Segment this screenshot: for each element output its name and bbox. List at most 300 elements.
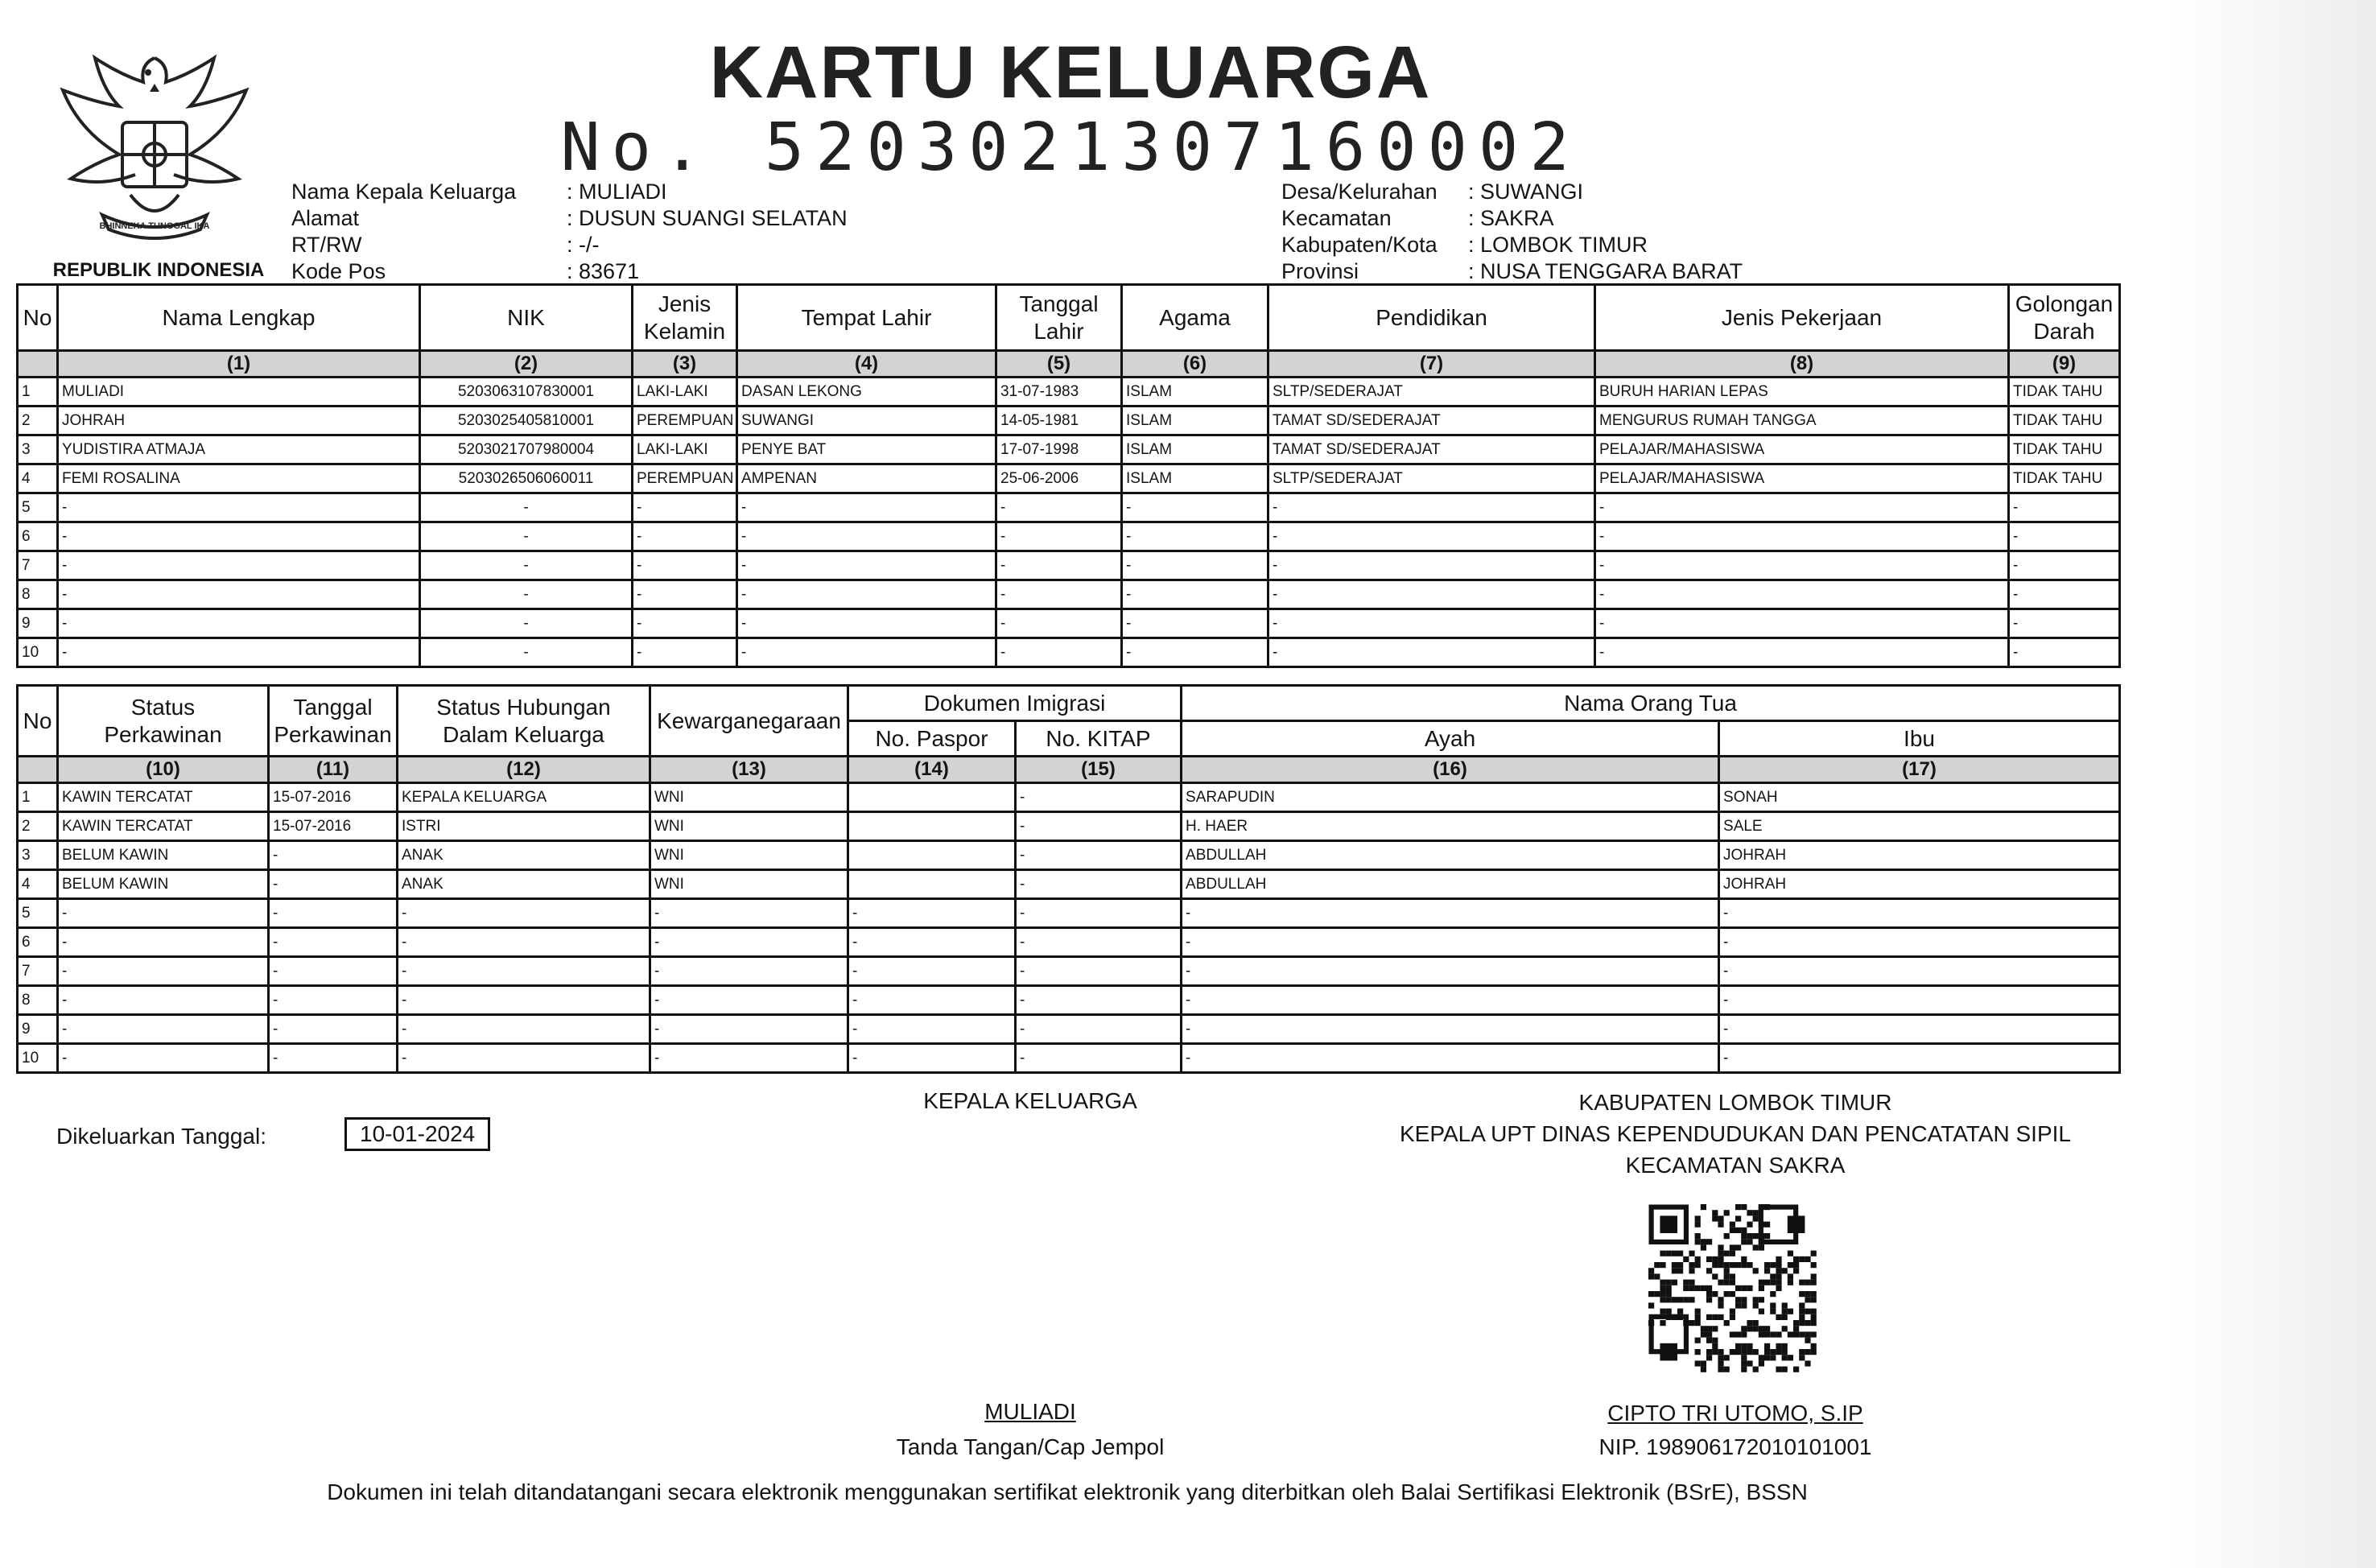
cell-kitap: -	[1016, 783, 1182, 812]
cell-ayah: -	[1182, 899, 1719, 928]
cell-warga: -	[650, 1015, 848, 1044]
cell-kitap: -	[1016, 812, 1182, 841]
cell-status: -	[58, 986, 269, 1015]
cell-pekerjaan: MENGURUS RUMAH TANGGA	[1595, 406, 2009, 435]
header-line: Perkawinan	[274, 721, 392, 747]
cell-nik: 5203025405810001	[420, 406, 633, 435]
cell-pendidikan: -	[1268, 522, 1595, 551]
cell-warga: -	[650, 957, 848, 986]
info-row	[291, 179, 848, 205]
header-line: Jenis	[658, 291, 712, 316]
cell-agama: -	[1122, 580, 1268, 609]
cell-no: 8	[18, 580, 58, 609]
cell-nik: 5203021707980004	[420, 435, 633, 464]
cell-pendidikan: -	[1268, 551, 1595, 580]
cell-no: 1	[18, 783, 58, 812]
col-header-dokumen-imigrasi: Dokumen Imigrasi	[848, 686, 1182, 721]
head-of-family-title: KEPALA KELUARGA	[923, 1088, 1137, 1113]
family-info-right	[1281, 179, 1743, 285]
cell-no: 6	[18, 522, 58, 551]
column-number-cell: (5)	[996, 351, 1122, 378]
cell-nik: -	[420, 580, 633, 609]
cell-jk: -	[633, 493, 737, 522]
cell-pekerjaan: PELAJAR/MAHASISWA	[1595, 435, 2009, 464]
cell-ibu: -	[1719, 899, 2120, 928]
issued-label: Dikeluarkan Tanggal:	[56, 1124, 266, 1149]
cell-tempat: AMPENAN	[737, 464, 996, 493]
cell-tgl: -	[269, 986, 398, 1015]
cell-hub: ISTRI	[398, 812, 650, 841]
column-number-cell	[18, 757, 58, 783]
cell-pekerjaan: BURUH HARIAN LEPAS	[1595, 378, 2009, 406]
cell-paspor	[848, 783, 1016, 812]
column-number-row	[18, 757, 2120, 783]
col-header-tanggal-lahir	[996, 285, 1122, 351]
cell-pendidikan: SLTP/SEDERAJAT	[1268, 378, 1595, 406]
cell-status: -	[58, 1044, 269, 1073]
col-header-ayah: Ayah	[1182, 721, 1719, 757]
cell-tgl: -	[269, 1015, 398, 1044]
info-value: : SUWANGI	[1468, 179, 1584, 204]
cell-jk: -	[633, 551, 737, 580]
cell-no: 4	[18, 870, 58, 899]
marital-parent-table	[16, 684, 2121, 1074]
cell-status: KAWIN TERCATAT	[58, 812, 269, 841]
cell-warga: WNI	[650, 841, 848, 870]
cell-pendidikan: SLTP/SEDERAJAT	[1268, 464, 1595, 493]
table-row	[18, 638, 2120, 667]
official-name: CIPTO TRI UTOMO, S.IP	[1607, 1401, 1863, 1426]
col-header-no: No	[18, 285, 58, 351]
table-row	[18, 928, 2120, 957]
info-label: Kecamatan	[1281, 206, 1392, 230]
info-row	[291, 205, 848, 232]
info-value: : DUSUN SUANGI SELATAN	[567, 206, 848, 230]
official-line-2: KEPALA UPT DINAS KEPENDUDUKAN DAN PENCATATAN SIPIL	[1400, 1121, 2071, 1146]
cell-ibu: -	[1719, 1044, 2120, 1073]
cell-tgl: 15-07-2016	[269, 812, 398, 841]
table-row	[18, 1044, 2120, 1073]
info-row	[1281, 232, 1743, 258]
cell-tempat: SUWANGI	[737, 406, 996, 435]
cell-nik: 5203026506060011	[420, 464, 633, 493]
family-card-number	[0, 109, 2141, 186]
table-row	[18, 493, 2120, 522]
cell-tgl: -	[996, 493, 1122, 522]
table-row	[18, 551, 2120, 580]
info-value: : MULIADI	[567, 179, 667, 204]
column-number-cell: (1)	[58, 351, 420, 378]
cell-nama: -	[58, 580, 420, 609]
cell-tgl: -	[269, 1044, 398, 1073]
cell-hub: ANAK	[398, 870, 650, 899]
cell-nama: -	[58, 609, 420, 638]
cell-warga: WNI	[650, 812, 848, 841]
info-row	[1281, 205, 1743, 232]
cell-ibu: JOHRAH	[1719, 870, 2120, 899]
table-row	[18, 812, 2120, 841]
cell-paspor: -	[848, 928, 1016, 957]
cell-paspor: -	[848, 1044, 1016, 1073]
cell-gol: TIDAK TAHU	[2009, 406, 2120, 435]
cell-warga: -	[650, 986, 848, 1015]
col-header-golongan-darah	[2009, 285, 2120, 351]
col-header-kitap: No. KITAP	[1016, 721, 1182, 757]
cell-tempat: -	[737, 522, 996, 551]
cell-nama: -	[58, 522, 420, 551]
col-header-status-perkawinan	[58, 686, 269, 757]
cell-kitap: -	[1016, 957, 1182, 986]
info-value: : 83671	[567, 259, 640, 283]
cell-nik: -	[420, 493, 633, 522]
cell-jk: -	[633, 580, 737, 609]
cell-hub: -	[398, 1015, 650, 1044]
number-value: 5203021307160002	[764, 109, 1581, 186]
cell-tgl: -	[996, 609, 1122, 638]
cell-jk: -	[633, 609, 737, 638]
cell-jk: LAKI-LAKI	[633, 435, 737, 464]
header-line: Darah	[2033, 318, 2095, 344]
table-row	[18, 1015, 2120, 1044]
cell-agama: ISLAM	[1122, 435, 1268, 464]
paper-edge-shadow	[2167, 0, 2376, 1568]
cell-tgl: -	[996, 522, 1122, 551]
header-line: Tanggal	[1019, 291, 1099, 316]
cell-no: 9	[18, 1015, 58, 1044]
cell-nama: JOHRAH	[58, 406, 420, 435]
cell-kitap: -	[1016, 986, 1182, 1015]
cell-ibu: -	[1719, 986, 2120, 1015]
col-header-nama-orang-tua: Nama Orang Tua	[1182, 686, 2120, 721]
cell-ayah: ABDULLAH	[1182, 870, 1719, 899]
cell-tempat: -	[737, 551, 996, 580]
column-number-row	[18, 351, 2120, 378]
cell-no: 7	[18, 957, 58, 986]
cell-ibu: -	[1719, 928, 2120, 957]
number-label: No.	[560, 109, 714, 186]
cell-status: -	[58, 957, 269, 986]
cell-jk: PEREMPUAN	[633, 406, 737, 435]
cell-nik: 5203063107830001	[420, 378, 633, 406]
info-row	[1281, 179, 1743, 205]
cell-agama: ISLAM	[1122, 464, 1268, 493]
cell-tgl: -	[996, 551, 1122, 580]
family-members-table	[16, 283, 2121, 668]
cell-gol: -	[2009, 609, 2120, 638]
cell-gol: -	[2009, 551, 2120, 580]
cell-no: 5	[18, 493, 58, 522]
cell-nik: -	[420, 609, 633, 638]
info-label: Alamat	[291, 206, 360, 230]
cell-paspor	[848, 841, 1016, 870]
col-header-tanggal-perkawinan	[269, 686, 398, 757]
cell-kitap: -	[1016, 1015, 1182, 1044]
cell-status: KAWIN TERCATAT	[58, 783, 269, 812]
cell-ayah: -	[1182, 986, 1719, 1015]
cell-no: 10	[18, 638, 58, 667]
cell-tgl: 17-07-1998	[996, 435, 1122, 464]
col-header-nik: NIK	[420, 285, 633, 351]
cell-nama: MULIADI	[58, 378, 420, 406]
cell-no: 3	[18, 841, 58, 870]
table-row	[18, 580, 2120, 609]
info-label: Nama Kepala Keluarga	[291, 179, 517, 204]
cell-pekerjaan: -	[1595, 580, 2009, 609]
cell-no: 7	[18, 551, 58, 580]
cell-no: 5	[18, 899, 58, 928]
header-line: Dalam Keluarga	[443, 721, 604, 747]
cell-gol: -	[2009, 493, 2120, 522]
column-number-cell: (4)	[737, 351, 996, 378]
cell-pendidikan: -	[1268, 493, 1595, 522]
cell-ayah: -	[1182, 1015, 1719, 1044]
cell-agama: ISLAM	[1122, 406, 1268, 435]
cell-tgl: -	[269, 870, 398, 899]
cell-status: BELUM KAWIN	[58, 870, 269, 899]
col-header-paspor: No. Paspor	[848, 721, 1016, 757]
column-number-cell: (17)	[1719, 757, 2120, 783]
cell-pekerjaan: PELAJAR/MAHASISWA	[1595, 464, 2009, 493]
cell-ibu: -	[1719, 957, 2120, 986]
info-value: : LOMBOK TIMUR	[1468, 233, 1648, 257]
family-info-left	[291, 179, 848, 285]
cell-pekerjaan: -	[1595, 638, 2009, 667]
cell-tgl: 14-05-1981	[996, 406, 1122, 435]
table-header-row	[18, 285, 2120, 351]
info-value: : SAKRA	[1468, 206, 1554, 230]
cell-nama: -	[58, 638, 420, 667]
cell-status: -	[58, 1015, 269, 1044]
cell-ayah: -	[1182, 928, 1719, 957]
cell-hub: KEPALA KELUARGA	[398, 783, 650, 812]
table-row	[18, 986, 2120, 1015]
table-row	[18, 957, 2120, 986]
header-line: Kelamin	[643, 318, 726, 344]
head-of-family-name: MULIADI	[984, 1399, 1076, 1424]
column-number-cell: (11)	[269, 757, 398, 783]
cell-gol: TIDAK TAHU	[2009, 464, 2120, 493]
cell-gol: -	[2009, 522, 2120, 551]
cell-ibu: SALE	[1719, 812, 2120, 841]
cell-nama: YUDISTIRA ATMAJA	[58, 435, 420, 464]
info-row	[291, 258, 848, 285]
header-line: Tanggal	[293, 694, 373, 720]
cell-jk: PEREMPUAN	[633, 464, 737, 493]
cell-warga: WNI	[650, 783, 848, 812]
table-row	[18, 870, 2120, 899]
col-header-tempat-lahir: Tempat Lahir	[737, 285, 996, 351]
republic-label: REPUBLIK INDONESIA	[52, 259, 265, 281]
cell-no: 6	[18, 928, 58, 957]
cell-paspor: -	[848, 986, 1016, 1015]
cell-paspor	[848, 870, 1016, 899]
column-number-cell: (12)	[398, 757, 650, 783]
cell-nama: -	[58, 551, 420, 580]
cell-agama: -	[1122, 638, 1268, 667]
cell-tempat: -	[737, 638, 996, 667]
cell-tgl: -	[996, 638, 1122, 667]
cell-nama: -	[58, 493, 420, 522]
cell-ayah: SARAPUDIN	[1182, 783, 1719, 812]
col-header-pendidikan: Pendidikan	[1268, 285, 1595, 351]
cell-ibu: JOHRAH	[1719, 841, 2120, 870]
cell-ibu: -	[1719, 1015, 2120, 1044]
cell-nik: -	[420, 522, 633, 551]
column-number-cell: (6)	[1122, 351, 1268, 378]
col-header-status-hubungan	[398, 686, 650, 757]
col-header-agama: Agama	[1122, 285, 1268, 351]
cell-tgl: -	[269, 957, 398, 986]
cell-jk: -	[633, 638, 737, 667]
cell-gol: TIDAK TAHU	[2009, 378, 2120, 406]
cell-nik: -	[420, 638, 633, 667]
column-number-cell: (14)	[848, 757, 1016, 783]
cell-hub: ANAK	[398, 841, 650, 870]
cell-no: 10	[18, 1044, 58, 1073]
official-line-3: KECAMATAN SAKRA	[1625, 1153, 1846, 1178]
cell-pendidikan: TAMAT SD/SEDERAJAT	[1268, 435, 1595, 464]
official-line-1: KABUPATEN LOMBOK TIMUR	[1578, 1090, 1892, 1115]
cell-kitap: -	[1016, 870, 1182, 899]
table-row	[18, 378, 2120, 406]
cell-nik: -	[420, 551, 633, 580]
cell-status: -	[58, 899, 269, 928]
column-number-cell: (15)	[1016, 757, 1182, 783]
cell-no: 2	[18, 406, 58, 435]
cell-agama: ISLAM	[1122, 378, 1268, 406]
column-number-cell	[18, 351, 58, 378]
cell-tgl: -	[269, 841, 398, 870]
cell-jk: -	[633, 522, 737, 551]
cell-kitap: -	[1016, 1044, 1182, 1073]
col-header-no: No	[18, 686, 58, 757]
info-label: Provinsi	[1281, 259, 1359, 283]
info-label: Kode Pos	[291, 259, 386, 283]
cell-status: -	[58, 928, 269, 957]
col-header-ibu: Ibu	[1719, 721, 2120, 757]
cell-hub: -	[398, 928, 650, 957]
cell-warga: -	[650, 1044, 848, 1073]
table-row	[18, 522, 2120, 551]
col-header-pekerjaan: Jenis Pekerjaan	[1595, 285, 2009, 351]
column-number-cell: (16)	[1182, 757, 1719, 783]
col-header-nama: Nama Lengkap	[58, 285, 420, 351]
header-line: Golongan	[2015, 291, 2114, 316]
cell-ayah: ABDULLAH	[1182, 841, 1719, 870]
column-number-cell: (9)	[2009, 351, 2120, 378]
cell-tgl: -	[269, 928, 398, 957]
cell-gol: -	[2009, 580, 2120, 609]
cell-no: 8	[18, 986, 58, 1015]
info-label: RT/RW	[291, 233, 362, 257]
cell-nama: FEMI ROSALINA	[58, 464, 420, 493]
cell-paspor: -	[848, 899, 1016, 928]
column-number-cell: (8)	[1595, 351, 2009, 378]
cell-agama: -	[1122, 609, 1268, 638]
cell-hub: -	[398, 1044, 650, 1073]
cell-ayah: H. HAER	[1182, 812, 1719, 841]
cell-pekerjaan: -	[1595, 609, 2009, 638]
cell-kitap: -	[1016, 899, 1182, 928]
header-line: Status Hubungan	[436, 694, 611, 720]
cell-pekerjaan: -	[1595, 551, 2009, 580]
table-row	[18, 841, 2120, 870]
cell-pekerjaan: -	[1595, 493, 2009, 522]
cell-paspor	[848, 812, 1016, 841]
header-line: Perkawinan	[104, 721, 222, 747]
cell-ibu: SONAH	[1719, 783, 2120, 812]
cell-paspor: -	[848, 957, 1016, 986]
electronic-signature-disclaimer: Dokumen ini telah ditandatangani secara elektronik menggunakan sertifikat elektronik yang diterbitkan oleh Balai Sertifikasi Elektronik (BSrE), BSSN	[327, 1479, 1808, 1504]
cell-tgl: 31-07-1983	[996, 378, 1122, 406]
col-header-jenis-kelamin	[633, 285, 737, 351]
cell-no: 2	[18, 812, 58, 841]
column-number-cell: (2)	[420, 351, 633, 378]
cell-warga: WNI	[650, 870, 848, 899]
qr-code-icon	[1648, 1204, 1822, 1373]
cell-hub: -	[398, 957, 650, 986]
cell-agama: -	[1122, 551, 1268, 580]
col-header-kewarganegaraan: Kewarganegaraan	[650, 686, 848, 757]
cell-no: 9	[18, 609, 58, 638]
cell-no: 4	[18, 464, 58, 493]
cell-pendidikan: -	[1268, 638, 1595, 667]
cell-gol: -	[2009, 638, 2120, 667]
table-row	[18, 464, 2120, 493]
table-row	[18, 783, 2120, 812]
cell-pendidikan: -	[1268, 609, 1595, 638]
cell-pekerjaan: -	[1595, 522, 2009, 551]
table-row	[18, 406, 2120, 435]
table-row	[18, 609, 2120, 638]
cell-hub: -	[398, 899, 650, 928]
cell-kitap: -	[1016, 928, 1182, 957]
cell-agama: -	[1122, 493, 1268, 522]
cell-tempat: -	[737, 609, 996, 638]
emblem-motto: BHINNEKA TUNGGAL IKA	[99, 221, 210, 231]
column-number-cell: (7)	[1268, 351, 1595, 378]
cell-warga: -	[650, 899, 848, 928]
info-value: : -/-	[567, 233, 600, 257]
cell-hub: -	[398, 986, 650, 1015]
cell-jk: LAKI-LAKI	[633, 378, 737, 406]
column-number-cell: (13)	[650, 757, 848, 783]
cell-gol: TIDAK TAHU	[2009, 435, 2120, 464]
official-nip: NIP. 198906172010101001	[1598, 1434, 1872, 1459]
cell-tgl: -	[996, 580, 1122, 609]
cell-warga: -	[650, 928, 848, 957]
info-label: Kabupaten/Kota	[1281, 233, 1438, 257]
head-of-family-caption: Tanda Tangan/Cap Jempol	[896, 1434, 1165, 1459]
cell-tempat: DASAN LEKONG	[737, 378, 996, 406]
info-value: : NUSA TENGGARA BARAT	[1468, 259, 1743, 283]
cell-no: 3	[18, 435, 58, 464]
cell-tgl: 15-07-2016	[269, 783, 398, 812]
cell-tgl: 25-06-2006	[996, 464, 1122, 493]
cell-paspor: -	[848, 1015, 1016, 1044]
cell-tempat: -	[737, 580, 996, 609]
header-line: Lahir	[1033, 318, 1084, 344]
column-number-cell: (10)	[58, 757, 269, 783]
table-row	[18, 899, 2120, 928]
column-number-cell: (3)	[633, 351, 737, 378]
cell-pendidikan: TAMAT SD/SEDERAJAT	[1268, 406, 1595, 435]
info-label: Desa/Kelurahan	[1281, 179, 1438, 204]
cell-no: 1	[18, 378, 58, 406]
issued-date: 10-01-2024	[344, 1117, 490, 1151]
header-line: Status	[130, 694, 196, 720]
table-row	[18, 435, 2120, 464]
